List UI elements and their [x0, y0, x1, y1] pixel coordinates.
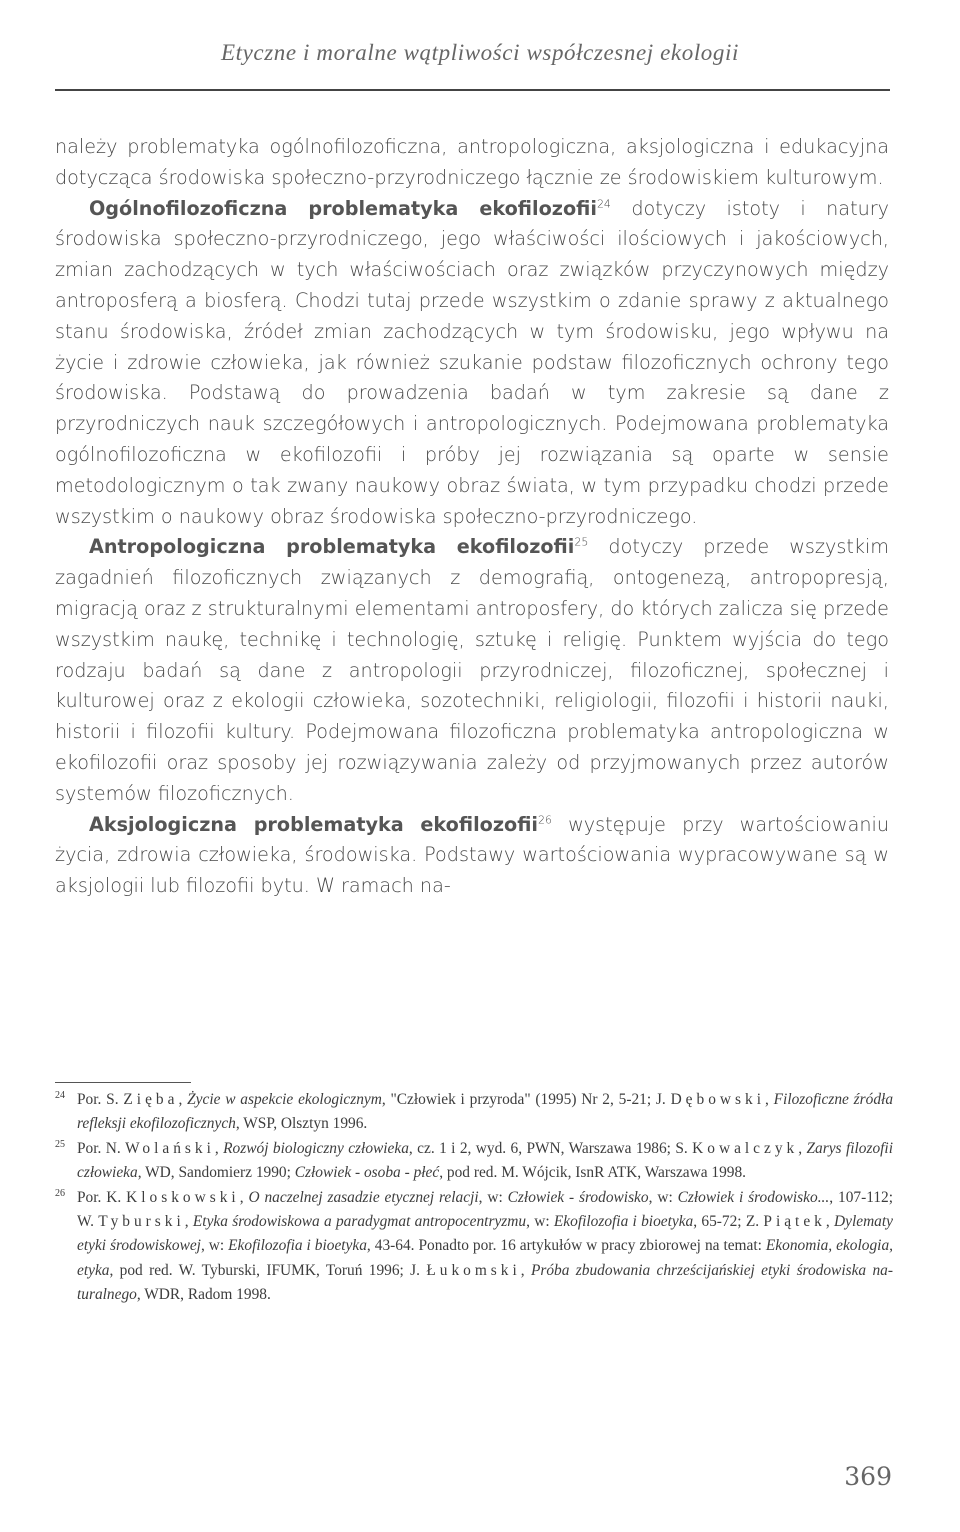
term-aksjologiczna: Aksjologiczna problematyka ekofilozofii	[89, 812, 538, 836]
work-title: Człowiek - osoba - płeć	[294, 1164, 440, 1182]
paragraph-1: należy problematyka ogólnofilozoficzna, antropologiczna, aksjologiczna i edukacyjna dotycząca środowiska społeczno-przyrodniczego łącznie ze środowiskiem kulturowym.	[55, 135, 889, 189]
page-number: 369	[844, 1462, 892, 1491]
footnote-ref-24[interactable]: 24	[596, 197, 611, 211]
footnote-rule	[55, 1082, 191, 1083]
work-title: Człowiek - środowisko	[507, 1188, 649, 1206]
author-name: Kloskowski	[126, 1188, 240, 1206]
author-name: Kowalczyk	[692, 1139, 799, 1157]
work-title: Ekofilozofia i bioetyka	[553, 1213, 694, 1231]
footnote-number: 25	[55, 1138, 65, 1150]
running-head: Etyczne i moralne wątpliwości współczesnej ekologii	[220, 40, 739, 65]
work-title: Próba zbudowania chrześcijańskiej etyki środowiska naturalnego	[77, 1261, 893, 1304]
body-text	[55, 132, 889, 902]
footnote-24: 24 Por. S. Zięba, Życie w aspekcie ekologicznym, "Człowiek i przyroda" (1995) Nr 2, 5-21; J. Dębowski, Filozoficzne źródła refleksji ekofilozoficznych, WSP, Olsztyn 1996.	[55, 1088, 893, 1137]
work-title: Życie w aspekcie ekologicznym	[187, 1091, 382, 1108]
work-title: Zarys filozofii człowieka	[77, 1139, 893, 1182]
footnote-26: 26 Por. K. Kloskowski, O naczelnej zasadzie etycznej relacji, w: Człowiek - środowisko, w: Człowiek i środowisko..., 107-112; W. Tyburski, Etyka środowiskowa a paradygmat antropocentryzmu, w: Ekofilozofia i bioetyka, 65-72; Z. Piątek, Dylematy etyki środowiskowej, w: Ekofilozofia i bioetyka, 43-64. Ponadto por. 16 artykułów w pracy zbiorowej na temat: Ekonomia, ekologia, etyka, pod red. W. Tyburski, IFUMK, Toruń 1996; J. Łukomski, Próba zbudowania chrześcijańskiej etyki środowiska naturalnego, WDR, Radom 1998.	[55, 1186, 893, 1308]
work-title: Etyka środowiskowa a paradygmat antropocentryzmu	[192, 1213, 527, 1231]
work-title: Człowiek i środowisko...	[677, 1188, 830, 1206]
paragraph-2	[55, 194, 889, 533]
header-rule	[55, 89, 890, 91]
author-name: Piątek	[763, 1213, 826, 1231]
footnote-ref-25[interactable]: 25	[574, 535, 589, 549]
footnotes	[55, 1088, 893, 1308]
term-ogolnofilozoficzna: Ogólnofilozoficzna problematyka ekofilozofii	[89, 196, 597, 220]
footnote-25: 25 Por. N. Wolański, Rozwój biologiczny człowieka, cz. 1 i 2, wyd. 6, PWN, Warszawa 1986; S. Kowalczyk, Zarys filozofii człowieka, WD, Sandomierz 1990; Człowiek - osoba - płeć, pod red. M. Wójcik, IsnR ATK, Warszawa 1998.	[55, 1137, 893, 1186]
work-title: Rozwój biologiczny człowieka	[223, 1139, 409, 1157]
author-name: Tyburski	[98, 1213, 185, 1231]
paragraph-3-text: dotyczy przede wszystkim zagadnień filozoficznych związanych z demografią, ontogenezą, antropopresją, migracją oraz z strukturalnymi elementami antroposfery, do których zalicza się przede wszystkim naukę, technikę i technologię, sztukę i religię. Punktem wyjścia do tego rodzaju badań są dane z antropologii przyrodniczej, filozoficznej, społecznej i kulturowej oraz z ekologii człowieka, sozotechniki, religiologii, filozofii i historii nauki, historii i filozofii kultury. Podejmowana filozoficzna problematyka antropologiczna w ekofilozofii oraz sposoby jej rozwiązywania zależy od przyjmowanych przez autorów systemów filozoficznych.	[55, 535, 889, 805]
footnote-number: 24	[55, 1090, 65, 1101]
author-name: Dębowski	[670, 1091, 765, 1108]
paragraph-4	[55, 810, 889, 902]
footnote-ref-26[interactable]: 26	[538, 813, 552, 827]
work-title: Ekofilozofia i bioetyka	[228, 1237, 367, 1255]
author-name: Zięba	[123, 1091, 179, 1108]
author-name: Wolański	[125, 1139, 215, 1157]
paragraph-2-text: dotyczy istoty i natury środowiska społeczno-przyrodniczego, jego właściwości ilościowych i jakościowych, zmian zachodzących w tych właściwościach oraz związków przyczynowych między antroposferą a biosferą. Chodzi tutaj przede wszystkim o zdanie sprawy z aktualnego stanu środowiska, źródeł zmian zachodzących w tym środowisku, jego wpływu na życie i zdrowie człowieka, jak również szukanie podstaw filozoficznych ochrony tego środowiska. Podstawą do prowadzenia badań w tym zakresie są dane z przyrodniczych nauk szczegółowych i antropologicznych. Podejmowana problematyka ogólnofilozoficzna w ekofilozofii i próby jej rozwiązania są oparte w sensie metodologicznym o tak zwany naukowy obraz świata, w tym przypadku chodzi przede wszystkim o naukowy obraz środowiska społeczno-przyrodniczego.	[55, 196, 889, 528]
author-name: Łukomski	[426, 1261, 521, 1279]
work-title: Ekonomia, ekologia, etyka	[77, 1237, 893, 1279]
work-title: O naczelnej zasadzie etycznej relacji	[248, 1188, 479, 1206]
footnote-number: 26	[55, 1187, 65, 1199]
work-title: Dylematy etyki środowiskowej	[77, 1213, 893, 1255]
paragraph-3	[55, 532, 889, 809]
work-title: Filozoficzne źródła refleksji ekofilozoficznych	[77, 1091, 894, 1133]
paragraph-4-text: występuje przy wartościowaniu życia, zdrowia człowieka, środowiska. Podstawy wartościowania wypracowywane są w aksjologii lub filozofii bytu. W ramach na-	[55, 812, 889, 898]
term-antropologiczna: Antropologiczna problematyka ekofilozofii	[89, 535, 575, 559]
